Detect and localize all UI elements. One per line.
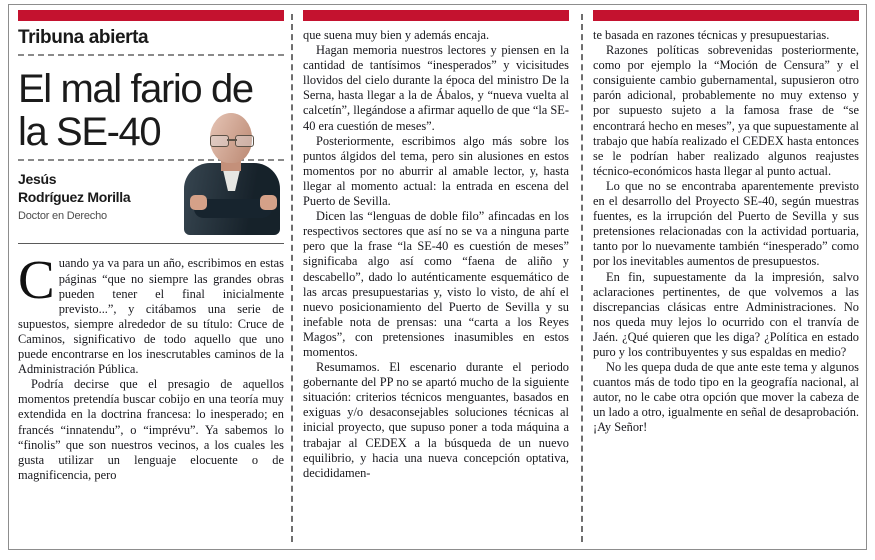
column-2-body	[303, 28, 569, 481]
paragraph: No les quepa duda de que ante este tema y algunos cuantos más de todo tipo en la geografía nacional, al autor, no le cabe otra opción que mover la cabeza de un lado a otro, igualmente en señal de desaprobación. ¡Ay Señor!	[593, 360, 859, 435]
column-divider-1	[291, 14, 293, 542]
accent-rule-1	[18, 10, 284, 21]
column-3-body	[593, 28, 859, 436]
column-1-body	[18, 249, 284, 482]
section-kicker: Tribuna abierta	[18, 27, 149, 48]
column-divider-2	[581, 14, 583, 542]
paragraph: Dicen las “lenguas de doble filo” afincadas en los respectivos sectores que así no se va a ninguna parte pero que la frase “la SE-40 es cuestión de meses” significaba algo así como “faena de aliño y descabello”, dado lo auténticamente esquemático de las arcas presupuestarias y, visto lo visto, de ahí el nuevo posicionamiento del Puerto de Sevilla y su inefable nota de prensas: una “carta a los Reyes Magos”, con pretensiones inasumibles en estos momentos.	[303, 209, 569, 359]
accent-rule-3	[593, 10, 859, 21]
page-title: El mal fario de la SE-40	[18, 66, 253, 154]
column-3	[593, 10, 859, 544]
paragraph: Hagan memoria nuestros lectores y piensen en la cantidad de tantísimos “inesperados” y vicisitudes llovidos del cielo durante la época del ministro De la Serna, hasta llegar a la de Ábalos, y “nueva vuelta al calcetín”, llegándose a afirmar aquello de que “la SE-40 era cuestión de meses”.	[303, 43, 569, 133]
paragraph: En fin, supuestamente da la impresión, salvo aclaraciones pertinentes, de que volvemos a las discrepancias clásicas entre Administraciones. No nos queda muy lejos lo ocurrido con el tranvía de Jaén. ¿Qué quieren que les diga? ¿Política en estado puro y los contribuyentes y sus espaldas en medio?	[593, 269, 859, 359]
accent-rule-2	[303, 10, 569, 21]
paragraph: Posteriormente, escribimos algo más sobre los puntos álgidos del tema, pero sin alusiones en estos momentos por no aburrir al amable lector, y, hasta llegar al momento actual: la entrada en escena del Puerto de Sevilla.	[303, 133, 569, 209]
paragraph: Podría decirse que el presagio de aquellos momentos pretendía buscar cobijo en una teoría muy extendida en la doctrina francesa: lo inesperado; en francés “innatendu”, o “imprévu”. Ya sabemos lo “finolis” que son nuestros vecinos, a los cuales les gusta utilizar un lenguaje elocuente o de magnificencia, pero	[18, 377, 284, 482]
kicker-underline	[18, 54, 284, 56]
column-1	[18, 10, 284, 544]
author-role: Doctor en Derecho	[18, 209, 107, 222]
paragraph: Cuando ya va para un año, escribimos en estas páginas “que no siempre las grandes obras pueden tener el final inicialmente previsto...”, y citábamos una serie de supuestos, siempre alrededor de su título: Cruce de Caminos, significativo de todo aquello que uno puede encontrarse en los inescrutables caminos de la Administración Pública.	[18, 249, 284, 377]
paragraph: que suena muy bien y además encaja.	[303, 28, 490, 42]
byline-bottom-rule	[18, 243, 284, 244]
byline-top-rule	[18, 159, 284, 161]
paragraph: Lo que no se encontraba aparentemente previsto en el desarrollo del Proyecto SE-40, según muestras fuentes, es la irrupción del Puerto de Sevilla y sus pretensiones relacionadas con la actividad portuaria, tanto por lo nuevamente también “inesperado” como por los inevitables aumentos de presupuestos.	[593, 178, 859, 269]
paragraph: te basada en razones técnicas y presupuestarias.	[593, 28, 830, 42]
author-first-name: Jesús	[18, 171, 57, 188]
author-last-name: Rodríguez Morilla	[18, 188, 131, 205]
paragraph: Resumamos. El escenario durante el periodo gobernante del PP no se apartó mucho de la siguiente situación: criterios técnicos menguantes, basados en exiguas y/o desaconsejables soluciones técnicas al inicial proyecto, que supuso poner a toda máquina a trabajar al CEDEX a la búsqueda de un nuevo equilibrio, y hacia una nueva concepción optativa, decididamen-	[303, 360, 569, 480]
column-2	[303, 10, 569, 544]
paragraph: Razones políticas sobrevenidas posteriormente, como por ejemplo la “Moción de Censura” y el consiguiente cambio gubernamental, supusieron otro parón adicional, probablemente no muy extenso y por supuesto sujeto a la famosa frase de “se encontrará hecho en meses”, ya que supuestamente al trabajo que había realizado el CEDEX hasta entonces se le podrían haber realizado algunos reajustes técnico-económicos hasta llegar al punto actual.	[593, 43, 859, 178]
byline-block	[18, 159, 284, 233]
